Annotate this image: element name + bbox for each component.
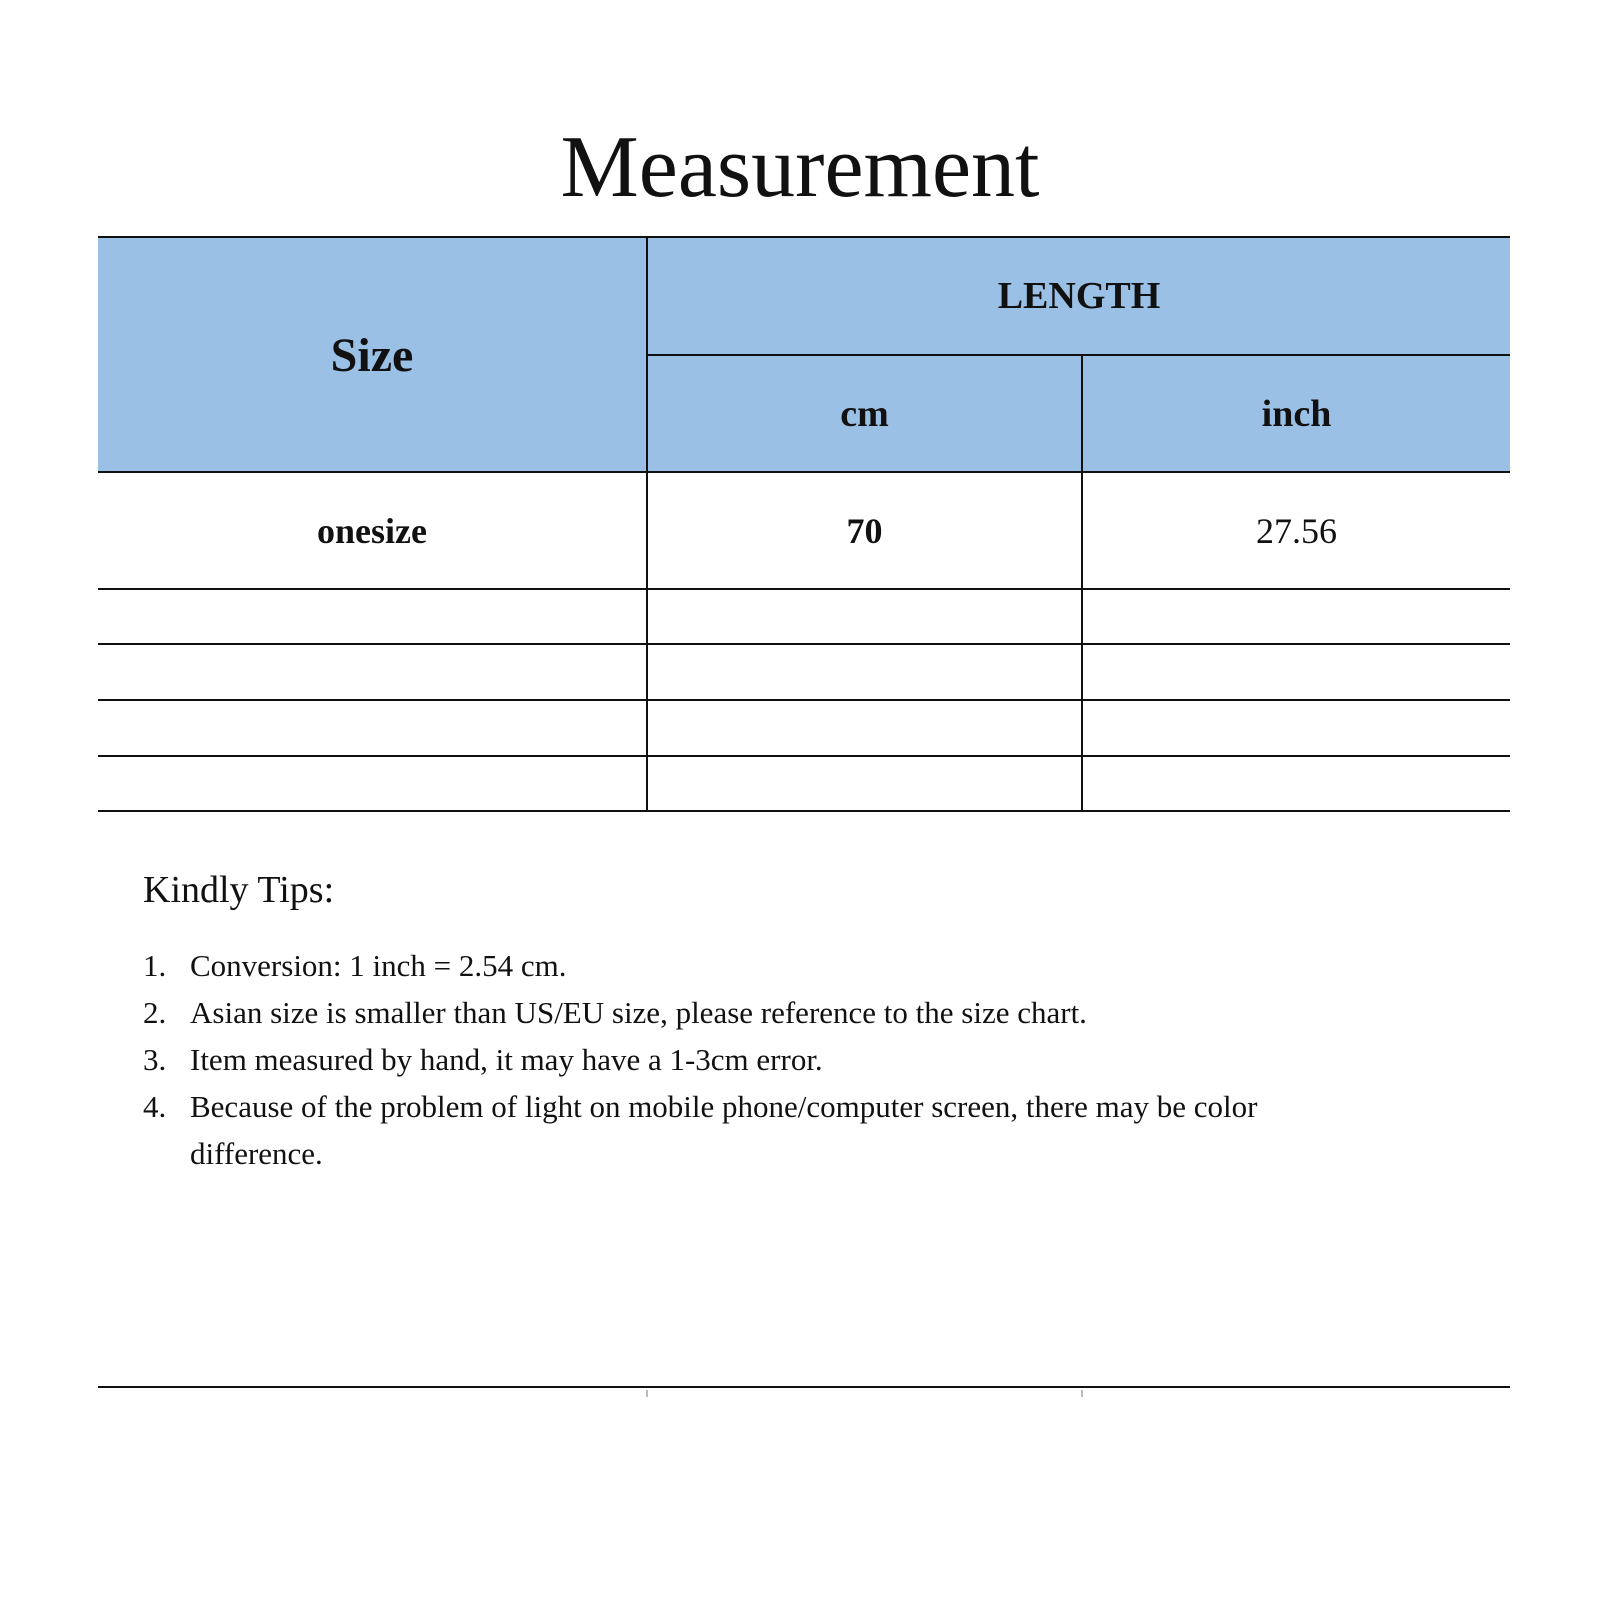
tip-number: 1. (143, 948, 167, 983)
tip-number: 4. (143, 1089, 167, 1124)
row-size-cell (98, 701, 646, 755)
table-rule-bottom (98, 810, 1510, 812)
tip-text: Conversion: 1 inch = 2.54 cm. (190, 948, 567, 983)
tip-text: Item measured by hand, it may have a 1-3cm error. (190, 1042, 823, 1077)
header-inch: inch (1261, 393, 1332, 435)
tip-number: 3. (143, 1042, 167, 1077)
row-cm-cell (648, 757, 1081, 810)
tip-item (143, 989, 1273, 1036)
footer-rule (98, 1386, 1510, 1388)
tip-text: Because of the problem of light on mobile phone/computer screen, there may be color difference. (190, 1089, 1258, 1171)
row-inch-cell: 27.56 (1256, 510, 1337, 551)
footer-tick (646, 1390, 648, 1397)
tips-heading: Kindly Tips: (143, 869, 335, 911)
row-size-cell (98, 645, 646, 699)
tip-item (143, 1083, 1273, 1177)
row-cm-cell (648, 590, 1081, 643)
row-size-cell (98, 590, 646, 643)
header-length: LENGTH (997, 275, 1161, 317)
tip-item (143, 942, 1273, 989)
header-size: Size (330, 328, 414, 382)
row-size-cell (98, 757, 646, 810)
tip-item (143, 1036, 1273, 1083)
footer-tick (1081, 1390, 1083, 1397)
header-cm: cm (840, 393, 889, 435)
row-inch-cell (1083, 701, 1510, 755)
row-inch-cell (1083, 590, 1510, 643)
tip-number: 2. (143, 995, 167, 1030)
row-size-cell: onesize (317, 510, 427, 551)
page-title: Measurement (560, 119, 1040, 216)
row-inch-cell (1083, 757, 1510, 810)
tip-text: Asian size is smaller than US/EU size, please reference to the size chart. (190, 995, 1087, 1030)
row-cm-cell: 70 (846, 510, 883, 551)
row-cm-cell (648, 701, 1081, 755)
row-inch-cell (1083, 645, 1510, 699)
tips-list (143, 942, 1273, 1177)
row-cm-cell (648, 645, 1081, 699)
